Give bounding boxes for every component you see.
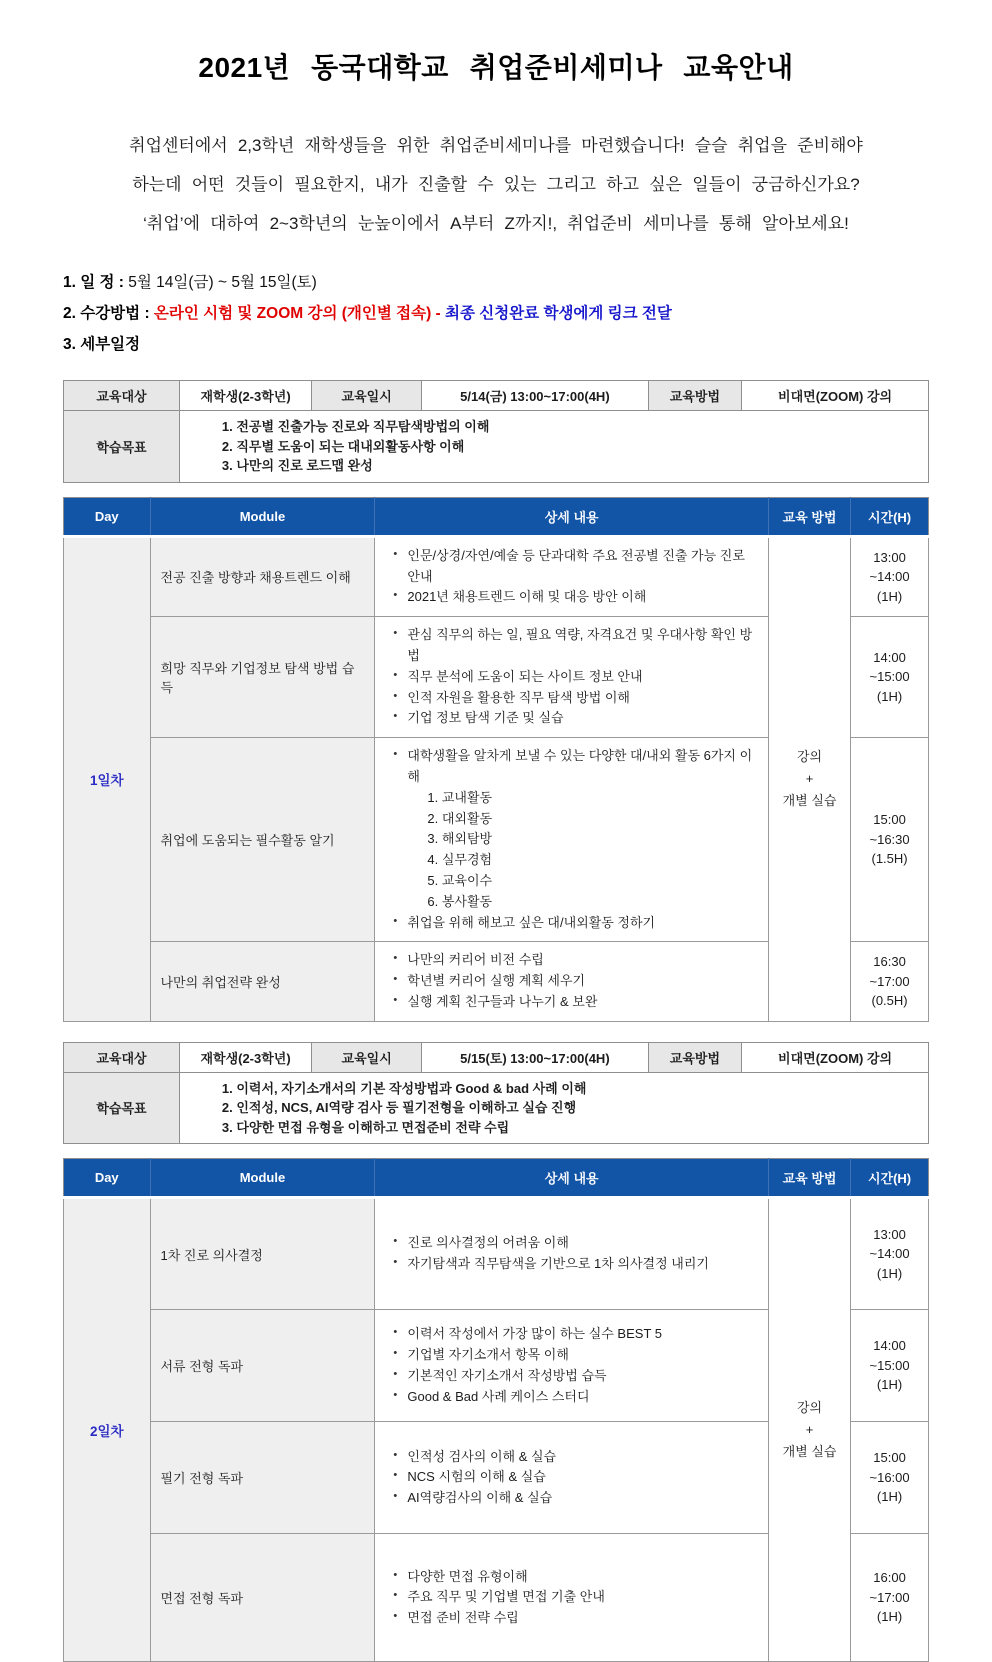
detail-bullet-line: • 대학생활을 알차게 보낼 수 있는 다양한 대/내외 활동 6가지 이해 bbox=[391, 746, 760, 788]
method-value-red: 온라인 시험 및 ZOOM 강의 (개인별 접속) - bbox=[153, 305, 446, 323]
detail-bullet-line: • 이력서 작성에서 가장 많이 하는 실수 BEST 5 bbox=[391, 1324, 760, 1345]
info-row-meta bbox=[64, 1042, 929, 1072]
list-item-method bbox=[63, 298, 929, 329]
time-line: (0.5H) bbox=[871, 993, 908, 1009]
detail-label: 3. 세부일정 bbox=[63, 336, 141, 354]
method-line: + bbox=[805, 1422, 814, 1438]
detail-bullet-line: • 학년별 커리어 실행 계획 세우기 bbox=[391, 971, 760, 992]
intro-line-2: 하는데 어떤 것들이 필요한지, 내가 진출할 수 있는 그리고 하고 싶은 일들이 궁금하신가요? bbox=[132, 175, 860, 195]
detail-bullet-line: • 인적성 검사의 이해 & 실습 bbox=[391, 1447, 760, 1468]
detail-bullet-line: • 취업을 위해 해보고 싶은 대/내외활동 정하기 bbox=[391, 913, 760, 934]
detail-content bbox=[375, 536, 769, 616]
detail-content bbox=[375, 1422, 769, 1534]
time-line: ~15:00 bbox=[869, 669, 910, 685]
time-cell bbox=[851, 1310, 929, 1422]
datetime-label: 교육일시 bbox=[312, 1042, 422, 1072]
col-header-details: 상세 내용 bbox=[375, 1159, 769, 1198]
module-name: 면접 전형 독파 bbox=[150, 1534, 375, 1662]
document-page bbox=[0, 46, 992, 1662]
detail-bullet-line: • 관심 직무의 하는 일, 필요 역량, 자격요건 및 우대사항 확인 방법 bbox=[391, 625, 760, 667]
detail-bullet-line: • 인적 자원을 활용한 직무 탐색 방법 이해 bbox=[391, 688, 760, 709]
day-cell: 1일차 bbox=[64, 536, 151, 1021]
goal-item: 1. 이력서, 자기소개서의 기본 작성방법과 Good & bad 사례 이해 bbox=[221, 1080, 587, 1096]
info-row-meta bbox=[64, 381, 929, 411]
time-cell bbox=[851, 942, 929, 1021]
separator: : bbox=[114, 274, 129, 292]
goal-list bbox=[179, 1072, 928, 1144]
session1-info-table bbox=[63, 380, 929, 483]
col-header-module: Module bbox=[150, 497, 375, 536]
detail-content bbox=[375, 617, 769, 738]
time-cell bbox=[851, 1422, 929, 1534]
separator: : bbox=[140, 305, 154, 323]
module-name: 필기 전형 독파 bbox=[150, 1422, 375, 1534]
method-line: 개별 실습 bbox=[782, 793, 837, 809]
target-value: 재학생(2-3학년) bbox=[179, 1042, 311, 1072]
info-row-goals bbox=[64, 1072, 929, 1144]
method-value: 비대면(ZOOM) 강의 bbox=[742, 1042, 929, 1072]
time-line: 14:00 bbox=[873, 1338, 906, 1354]
datetime-value: 5/14(금) 13:00~17:00(4H) bbox=[422, 381, 649, 411]
detail-bullet-line: • Good & Bad 사례 케이스 스터디 bbox=[391, 1387, 760, 1408]
detail-bullet-line: • 주요 직무 및 기업별 면접 기출 안내 bbox=[391, 1587, 760, 1608]
detail-bullet-line: • 기업별 자기소개서 항목 이해 bbox=[391, 1345, 760, 1366]
module-name: 서류 전형 독파 bbox=[150, 1310, 375, 1422]
method-cell bbox=[768, 1198, 850, 1662]
col-header-time: 시간(H) bbox=[851, 1159, 929, 1198]
col-header-time: 시간(H) bbox=[851, 497, 929, 536]
col-header-method: 교육 방법 bbox=[768, 1159, 850, 1198]
module-name: 희망 직무와 기업정보 탐색 방법 습득 bbox=[150, 617, 375, 738]
goal-item: 3. 나만의 진로 로드맵 완성 bbox=[221, 458, 373, 474]
detail-content bbox=[375, 1198, 769, 1310]
goal-item: 2. 인적성, NCS, AI역량 검사 등 필기전형을 이해하고 실습 진행 bbox=[221, 1100, 577, 1116]
detail-bullet-line: • NCS 시험의 이해 & 실습 bbox=[391, 1467, 760, 1488]
time-line: (1H) bbox=[876, 1609, 903, 1625]
col-header-module: Module bbox=[150, 1159, 375, 1198]
time-line: (1H) bbox=[876, 1489, 903, 1505]
intro-line-3: ‘취업’에 대하여 2~3학년의 눈높이에서 A부터 Z까지!, 취업준비 세미나를 통해 알아보세요! bbox=[143, 214, 849, 234]
detail-sub-line: 4. 실무경험 bbox=[427, 852, 493, 868]
time-line: ~14:00 bbox=[869, 1246, 910, 1262]
schedule-label: 1. 일 정 bbox=[63, 274, 115, 292]
module-name: 취업에 도움되는 필수활동 알기 bbox=[150, 738, 375, 942]
target-value: 재학생(2-3학년) bbox=[179, 381, 311, 411]
goal-list bbox=[179, 411, 928, 483]
time-line: 14:00 bbox=[873, 649, 906, 665]
time-line: (1H) bbox=[876, 588, 903, 604]
module-name: 1차 진로 의사결정 bbox=[150, 1198, 375, 1310]
detail-bullet-line: • 진로 의사결정의 어려움 이해 bbox=[391, 1233, 760, 1254]
detail-sub-line: 5. 교육이수 bbox=[427, 872, 493, 888]
detail-sub-line: 1. 교내활동 bbox=[427, 789, 493, 805]
time-line: (1H) bbox=[876, 1265, 903, 1281]
time-line: (1H) bbox=[876, 1377, 903, 1393]
detail-content bbox=[375, 738, 769, 942]
time-cell bbox=[851, 617, 929, 738]
time-line: ~14:00 bbox=[869, 569, 910, 585]
detail-sub-line: 2. 대외활동 bbox=[427, 810, 493, 826]
target-label: 교육대상 bbox=[64, 381, 180, 411]
session2-info-table bbox=[63, 1042, 929, 1145]
detail-bullet-line: • 다양한 면접 유형이해 bbox=[391, 1567, 760, 1588]
time-cell bbox=[851, 1534, 929, 1662]
detail-bullet-line: • 2021년 채용트렌드 이해 및 대응 방안 이해 bbox=[391, 587, 760, 608]
detail-bullet-line: • 기업 정보 탐색 기준 및 실습 bbox=[391, 708, 760, 729]
intro-paragraph bbox=[63, 126, 929, 243]
time-cell bbox=[851, 536, 929, 616]
schedule-header-row bbox=[64, 497, 929, 536]
time-line: (1H) bbox=[876, 688, 903, 704]
summary-list bbox=[63, 267, 929, 360]
method-line: + bbox=[805, 771, 814, 787]
detail-bullet-line: • 나만의 커리어 비전 수립 bbox=[391, 950, 760, 971]
time-line: ~16:30 bbox=[869, 831, 910, 847]
method-line: 강의 bbox=[796, 1400, 823, 1416]
list-item-detail bbox=[63, 329, 929, 360]
list-item-schedule bbox=[63, 267, 929, 298]
goal-item: 3. 다양한 면접 유형을 이해하고 면접준비 전략 수립 bbox=[221, 1119, 510, 1135]
detail-content bbox=[375, 1310, 769, 1422]
time-line: 15:00 bbox=[873, 1450, 906, 1466]
method-label: 교육방법 bbox=[648, 1042, 741, 1072]
intro-line-1: 취업센터에서 2,3학년 재학생들을 위한 취업준비세미나를 마련했습니다! 슬슬 취업을 준비해야 bbox=[129, 136, 863, 155]
time-line: ~17:00 bbox=[869, 1589, 910, 1605]
detail-sub-line: 6. 봉사활동 bbox=[427, 893, 493, 909]
col-header-details: 상세 내용 bbox=[375, 497, 769, 536]
module-name: 전공 진출 방향과 채용트렌드 이해 bbox=[150, 536, 375, 616]
day1-schedule-table bbox=[63, 497, 929, 1022]
info-row-goals bbox=[64, 411, 929, 483]
detail-bullet-line: • 실행 계획 친구들과 나누기 & 보완 bbox=[391, 992, 760, 1013]
goal-label: 학습목표 bbox=[64, 411, 180, 483]
detail-bullet-line: • 기본적인 자기소개서 작성방법 습득 bbox=[391, 1366, 760, 1387]
detail-bullet-line: • 면접 준비 전략 수립 bbox=[391, 1608, 760, 1629]
module-name: 나만의 취업전략 완성 bbox=[150, 942, 375, 1021]
time-line: 16:30 bbox=[873, 954, 906, 970]
detail-sub-line: 3. 해외탐방 bbox=[427, 831, 493, 847]
goal-item: 2. 직무별 도움이 되는 대내외활동사항 이해 bbox=[221, 438, 465, 454]
day2-schedule-table bbox=[63, 1158, 929, 1662]
time-line: ~17:00 bbox=[869, 973, 910, 989]
method-value: 비대면(ZOOM) 강의 bbox=[742, 381, 929, 411]
col-header-day: Day bbox=[64, 497, 151, 536]
datetime-value: 5/15(토) 13:00~17:00(4H) bbox=[422, 1042, 649, 1072]
detail-bullet-line: • 직무 분석에 도움이 되는 사이트 정보 안내 bbox=[391, 667, 760, 688]
time-cell bbox=[851, 1198, 929, 1310]
time-line: 15:00 bbox=[873, 812, 906, 828]
detail-content bbox=[375, 1534, 769, 1662]
day-cell: 2일차 bbox=[64, 1198, 151, 1662]
goal-label: 학습목표 bbox=[64, 1072, 180, 1144]
schedule-row bbox=[64, 1198, 929, 1310]
detail-content bbox=[375, 942, 769, 1021]
detail-bullet-line: • AI역량검사의 이해 & 실습 bbox=[391, 1488, 760, 1509]
time-cell bbox=[851, 738, 929, 942]
page-title: 2021년 동국대학교 취업준비세미나 교육안내 bbox=[198, 52, 794, 83]
method-label: 교육방법 bbox=[648, 381, 741, 411]
method-value-blue: 최종 신청완료 학생에게 링크 전달 bbox=[445, 305, 672, 323]
schedule-value: 5월 14일(금) ~ 5월 15일(토) bbox=[128, 274, 317, 292]
time-line: 13:00 bbox=[873, 1226, 906, 1242]
method-cell bbox=[768, 536, 850, 1021]
datetime-label: 교육일시 bbox=[312, 381, 422, 411]
target-label: 교육대상 bbox=[64, 1042, 180, 1072]
time-line: 16:00 bbox=[873, 1570, 906, 1586]
time-line: 13:00 bbox=[873, 549, 906, 565]
method-label: 2. 수강방법 bbox=[63, 305, 141, 323]
method-line: 강의 bbox=[796, 749, 823, 765]
method-line: 개별 실습 bbox=[782, 1444, 837, 1460]
schedule-header-row bbox=[64, 1159, 929, 1198]
detail-bullet-line: • 인문/상경/자연/예술 등 단과대학 주요 전공별 진출 가능 진로 안내 bbox=[391, 546, 760, 588]
goal-item: 1. 전공별 진출가능 진로와 직무탐색방법의 이해 bbox=[221, 419, 490, 435]
col-header-day: Day bbox=[64, 1159, 151, 1198]
time-line: ~16:00 bbox=[869, 1469, 910, 1485]
detail-bullet-line: • 자기탐색과 직무탐색을 기반으로 1차 의사결정 내리기 bbox=[391, 1254, 760, 1275]
time-line: ~15:00 bbox=[869, 1357, 910, 1373]
schedule-row bbox=[64, 536, 929, 616]
time-line: (1.5H) bbox=[871, 851, 908, 867]
col-header-method: 교육 방법 bbox=[768, 497, 850, 536]
